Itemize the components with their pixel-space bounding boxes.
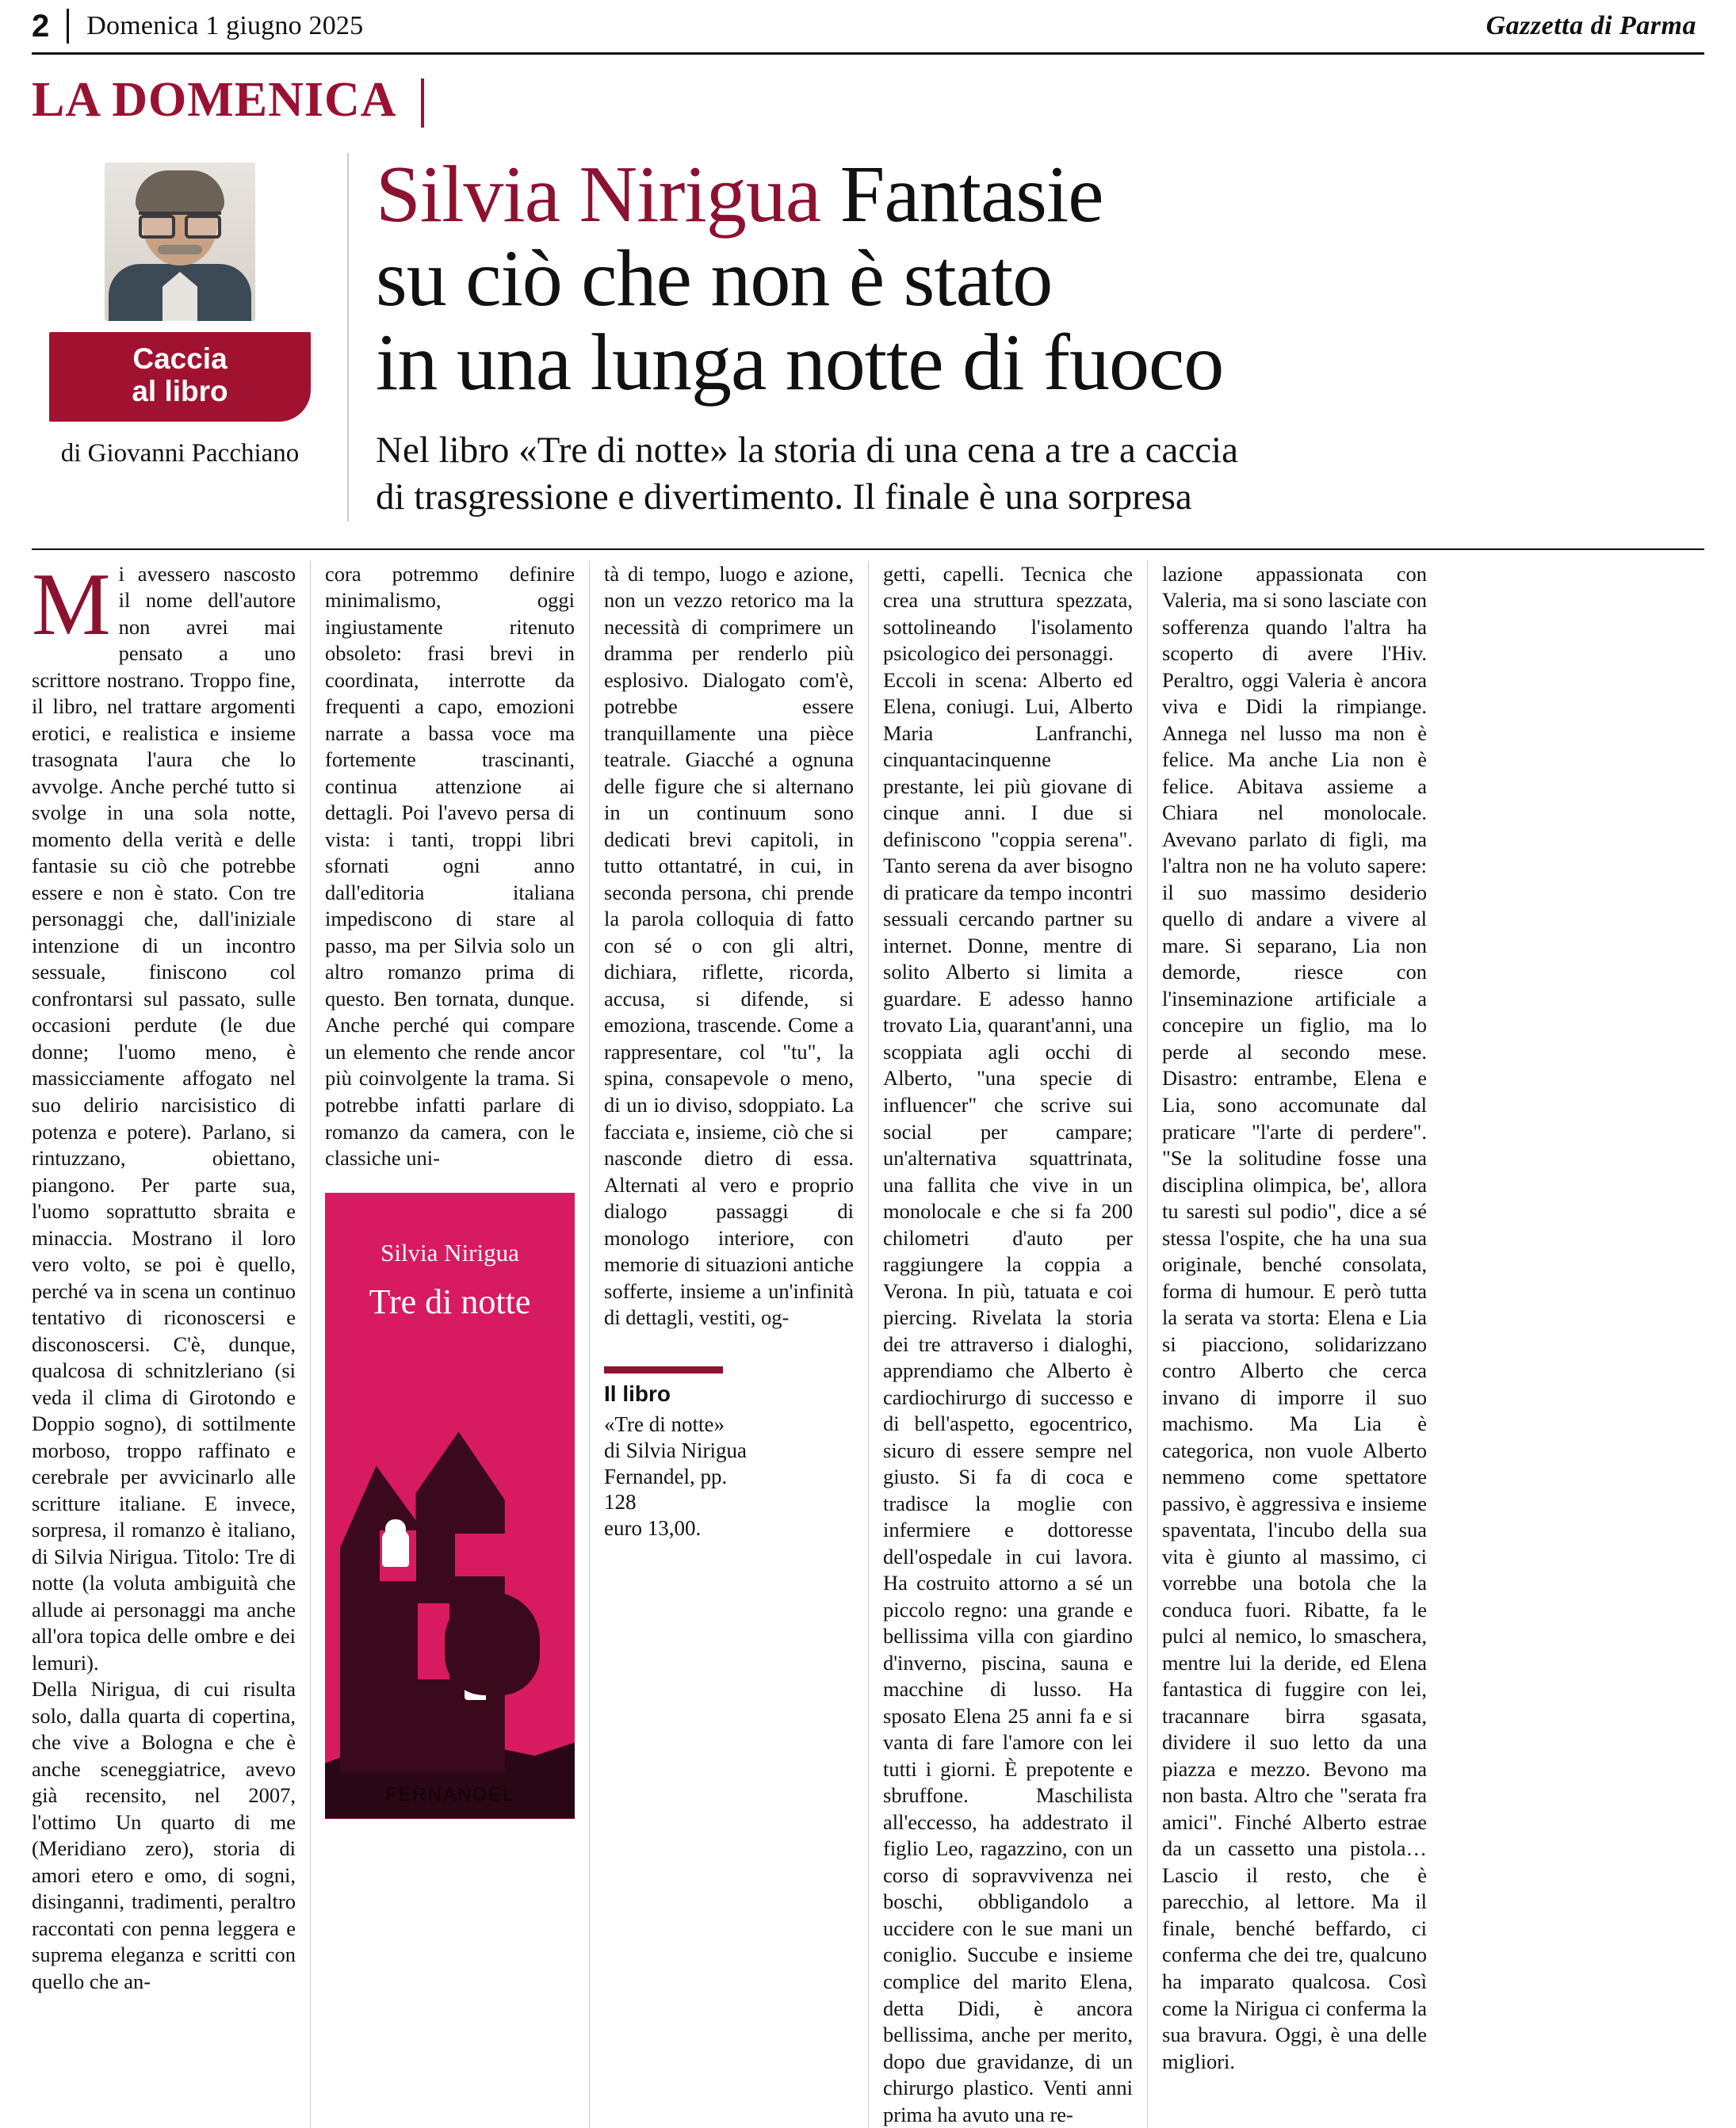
- article-body: [32, 555, 1704, 2128]
- body-column-2: [311, 561, 590, 2128]
- book-cover-tree: [445, 1592, 540, 1743]
- headline-line2: su ciò che non è stato: [376, 234, 1053, 324]
- masthead-date: Domenica 1 giugno 2025: [86, 11, 364, 40]
- book-cover-author: Silvia Nirigua: [380, 1238, 519, 1266]
- subheadline-line2: di trasgressione e divertimento. Il finale è una sorpresa: [376, 476, 1192, 518]
- il-libro-line: di Silvia Nirigua: [604, 1438, 747, 1462]
- subheadline: [376, 427, 1704, 521]
- body-divider: [32, 548, 1704, 550]
- column-badge-line1: Caccia: [132, 342, 228, 375]
- paragraph: Della Nirigua, di cui risulta solo, dalla quarta di copertina, che vive a Bologna e che è anche sceneggiatrice, avevo già recensito, nel 2007, l'ottimo Un quarto di me (Meridiano zero), storia di amori etero e omo, di sogni, disinganni, tradimenti, peraltro raccontati con penna leggera e suprema eleganza e scritti con quello che an-: [32, 1677, 296, 1993]
- paragraph: getti, capelli. Tecnica che crea una struttura spezzata, sottolineando l'isolamento psicologico dei personaggi.: [883, 561, 1133, 666]
- paragraph: lazione appassionata con Valeria, ma si sono lasciate con sofferenza quando l'altra ha scoperto di avere l'Hiv. Peraltro, oggi Valeria è ancora viva e Didi la rimpiange. Annega nel lusso ma non è felice. Ma anche Lia non è felice. Abitava assieme a Chiara nel monolocale. Avevano parlato di figli, ma l'altra non ne ha voluto sapere: il suo massimo desiderio quello di andare a vivere al mare. Si separano, Lia non demorde, riesce con l'inseminazione artificiale a concepire un figlio, ma lo perde al secondo mese. Disastro: entrambe, Elena e Lia, sono accomunate dal praticare "l'arte di perdere". "Se la solitudine fosse una disciplina olimpica, be', allora tu saresti sul podio", dice a sé stessa l'ospite, che ha una sua originale, benché consolata, forma di humour. E però tutta la serata va storta: Elena e Lia si piacciono, solidarizzano contro Alberto che cerca invano di imporre il suo machismo. Ma Lia è categorica, non vuole Alberto nemmeno come spettatore passivo, è aggressiva e insieme spaventata, l'incubo della sua vita è giunto al massimo, ci vorrebbe una botola che la conduca fuori. Ribatte, fa le pulci al nemico, lo smaschera, mentre lui la deride, ed Elena fantastica di fuggire con lei, tracannare birra sgasata, dividere il suo letto da una piazza e mezzo. Bevono ma non basta. Altro che "serata fra amici". Finché Alberto estrae da un cassetto una pistola… Lascio il resto, che è parecchio, al lettore. Ma il finale, benché beffardo, ci conferma che dei tre, qualcuno ha imparato qualcosa. Così come la Nirigua ci conferma la sua bravura. Oggi, è una delle migliori.: [1162, 561, 1427, 2073]
- byline-author: di Giovanni Pacchiano: [60, 439, 300, 468]
- il-libro-line: «Tre di notte»: [604, 1412, 725, 1436]
- headline-author-name: Silvia Nirigua: [376, 150, 821, 239]
- body-column-4: [869, 561, 1148, 2128]
- author-photo: [105, 162, 255, 321]
- article-header: [32, 150, 1704, 521]
- body-column-1: [32, 555, 311, 2128]
- book-cover-image: [325, 1193, 575, 1819]
- il-libro-rule: [604, 1366, 723, 1373]
- page-title: [376, 150, 1704, 408]
- glasses-icon: [139, 212, 221, 232]
- photo-hair-shape: [136, 170, 224, 215]
- paragraph: cora potremmo definire minimalismo, oggi ingiustamente ritenuto obsoleto: frasi brevi in coordinata, interrotte da frequenti a capo, emozioni narrate a bassa voce ma fortemente trascinanti, continua attenzione ai dettagli. Poi l'avevo persa di vista: i tanti, troppi libri sfornati ogni anno dall'editoria italiana impediscono di stare al passo, ma per Silvia solo un altro romanzo prima di questo. Ben tornata, dunque. Anche perché qui compare un elemento che rende ancor più coinvolgente la trama. Si potrebbe infatti parlare di romanzo da camera, con le classiche uni-: [325, 561, 575, 1171]
- subheadline-line1: Nel libro «Tre di notte» la storia di una cena a tre a caccia: [376, 430, 1238, 472]
- headline-column: [349, 150, 1704, 521]
- tree-crown: [445, 1592, 540, 1695]
- book-cover-window: [455, 1534, 510, 1576]
- il-libro-line: 128: [604, 1490, 637, 1515]
- book-cover-hand: [382, 1530, 409, 1567]
- byline-column: [32, 153, 349, 521]
- headline-line3: in una lunga notte di fuoco: [376, 318, 1224, 408]
- paragraph: Eccoli in scena: Alberto ed Elena, coniugi. Lui, Alberto Maria Lanfranchi, cinquantacinquenne prestante, lei più giovane di cinque anni. I due si definiscono "coppia serena". Tanto serena da aver bisogno di praticare da tempo incontri sessuali cercando partner su internet. Donne, mentre di solito Alberto si limita a guardare. E adesso hanno trovato Lia, quarant'anni, una scoppiata agli occhi di Alberto, "una specie di influencer" che scrive sui social per campare; un'alternativa squattrinata, una fallita che vive in un monolocale e che si fa 200 chilometri d'auto per raggiungere la coppia a Verona. In più, tatuata e coi piercing. Rivelata la storia dei tre attraverso i dialoghi, apprendiamo che Alberto è cardiochirurgo di successo e di bell'aspetto, egocentrico, sicuro di essere sempre nel giusto. Si fa di coca e tradisce la moglie con infermiere e dottoresse dell'ospedale in cui lavora. Ha costruito attorno a sé un piccolo regno: una grande e bellissima villa con giardino d'inverno, piscina, sauna e macchine di lusso. Ha sposato Elena 25 anni fa e si vanta di fare l'amore con lei tutti i giorni. È prepotente e sbruffone. Maschilista all'eccesso, ha addestrato il figlio Leo, ragazzino, con un corso di sopravvivenza nei boschi, obbligandolo a uccidere con le sue mani un coniglio. Succube e insieme complice del marito Elena, detta Didi, è ancora bellissima, anche per merito, dopo due gravidanze, di un chirurgo plastico. Venti anni prima ha avuto una re-: [883, 667, 1133, 2126]
- tree-trunk: [486, 1687, 499, 1743]
- book-cover-title: Tre di notte: [369, 1282, 531, 1321]
- masthead-brand: Gazzetta di Parma: [1486, 11, 1696, 40]
- il-libro-box: [604, 1355, 854, 1542]
- il-libro-line: euro 13,00.: [604, 1516, 702, 1541]
- page-number: 2: [32, 9, 50, 44]
- il-libro-heading: Il libro: [604, 1381, 671, 1406]
- section-title: LA DOMENICA: [32, 73, 397, 127]
- headline-line1-rest: Fantasie: [820, 150, 1103, 239]
- paragraph: Mi avessero nascosto il nome dell'autore non avrei mai pensato a uno scrittore nostrano. Troppo fine, il libro, nel trattare argomenti erotici, e realistica e insieme trasognata l'aura che lo avvolge. Anche perché tutto si svolge in una sola notte, momento della verità e delle fantasie su ciò che potrebbe essere e non è stato. Con tre personaggi che, dall'iniziale intenzione di un incontro sessuale, finiscono col confrontarsi sul passato, sulle occasioni perdute (le due donne; l'uomo meno, è massicciamente affogato nel suo delirio narcisistico di potenza e potere). Parlano, si rintuzzano, obiettano, piangono. Per parte sua, l'uomo soprattutto sbraita e minaccia. Mostrano il loro vero volto, se poi è quello, perché va in scena un continuo tentativo di riconoscersi e disconoscersi. C'è, dunque, qualcosa di schnitzleriano (si veda il clima di Girotondo e Doppio sogno), di sottilmente morboso, troppo raffinato e cerebrale per avvicinarlo alle scritture italiane. E invece, sorpresa, il romanzo è italiano, di Silvia Nirigua. Titolo: Tre di notte (la voluta ambiguità che allude ai personaggi ma anche all'ora topica delle ombre e dei lemuri).: [32, 555, 296, 1675]
- il-libro-line: Fernandel, pp.: [604, 1464, 728, 1488]
- publisher-signature: FERNANDEL: [384, 1783, 515, 1805]
- body-column-5: [1148, 561, 1427, 2128]
- masthead-divider: [67, 9, 69, 44]
- body-column-3: [590, 561, 869, 2128]
- photo-mustache-shape: [158, 245, 202, 254]
- section-header: [32, 75, 1704, 136]
- section-rule: [421, 78, 424, 128]
- column-badge-line2: al libro: [132, 374, 228, 407]
- masthead: [32, 0, 1704, 55]
- paragraph: tà di tempo, luogo e azione, non un vezzo retorico ma la necessità di comprimere un dramma per renderlo più esplosivo. Dialogato com'è, potrebbe essere tranquillamente una pièce teatrale. Giacché a ognuna delle figure che si alternano in un continuum sono dedicati brevi capitoli, in tutto ottantatré, in cui, in seconda persona, chi prende la parola colloquia di fatto con sé o con gli altri, dichiara, riflette, ricorda, accusa, si difende, si emoziona, trascende. Come a rappresentare, col "tu", la spina, consapevole o meno, di un io diviso, sdoppiato. La facciata e, insieme, ciò che si nasconde dietro di essa. Alternati al vero e proprio dialogo passaggi di monologo interiore, con memorie di situazioni antiche sofferte, insieme a un'infinità di dettagli, vestiti, og-: [604, 561, 854, 1330]
- column-badge: [49, 332, 311, 422]
